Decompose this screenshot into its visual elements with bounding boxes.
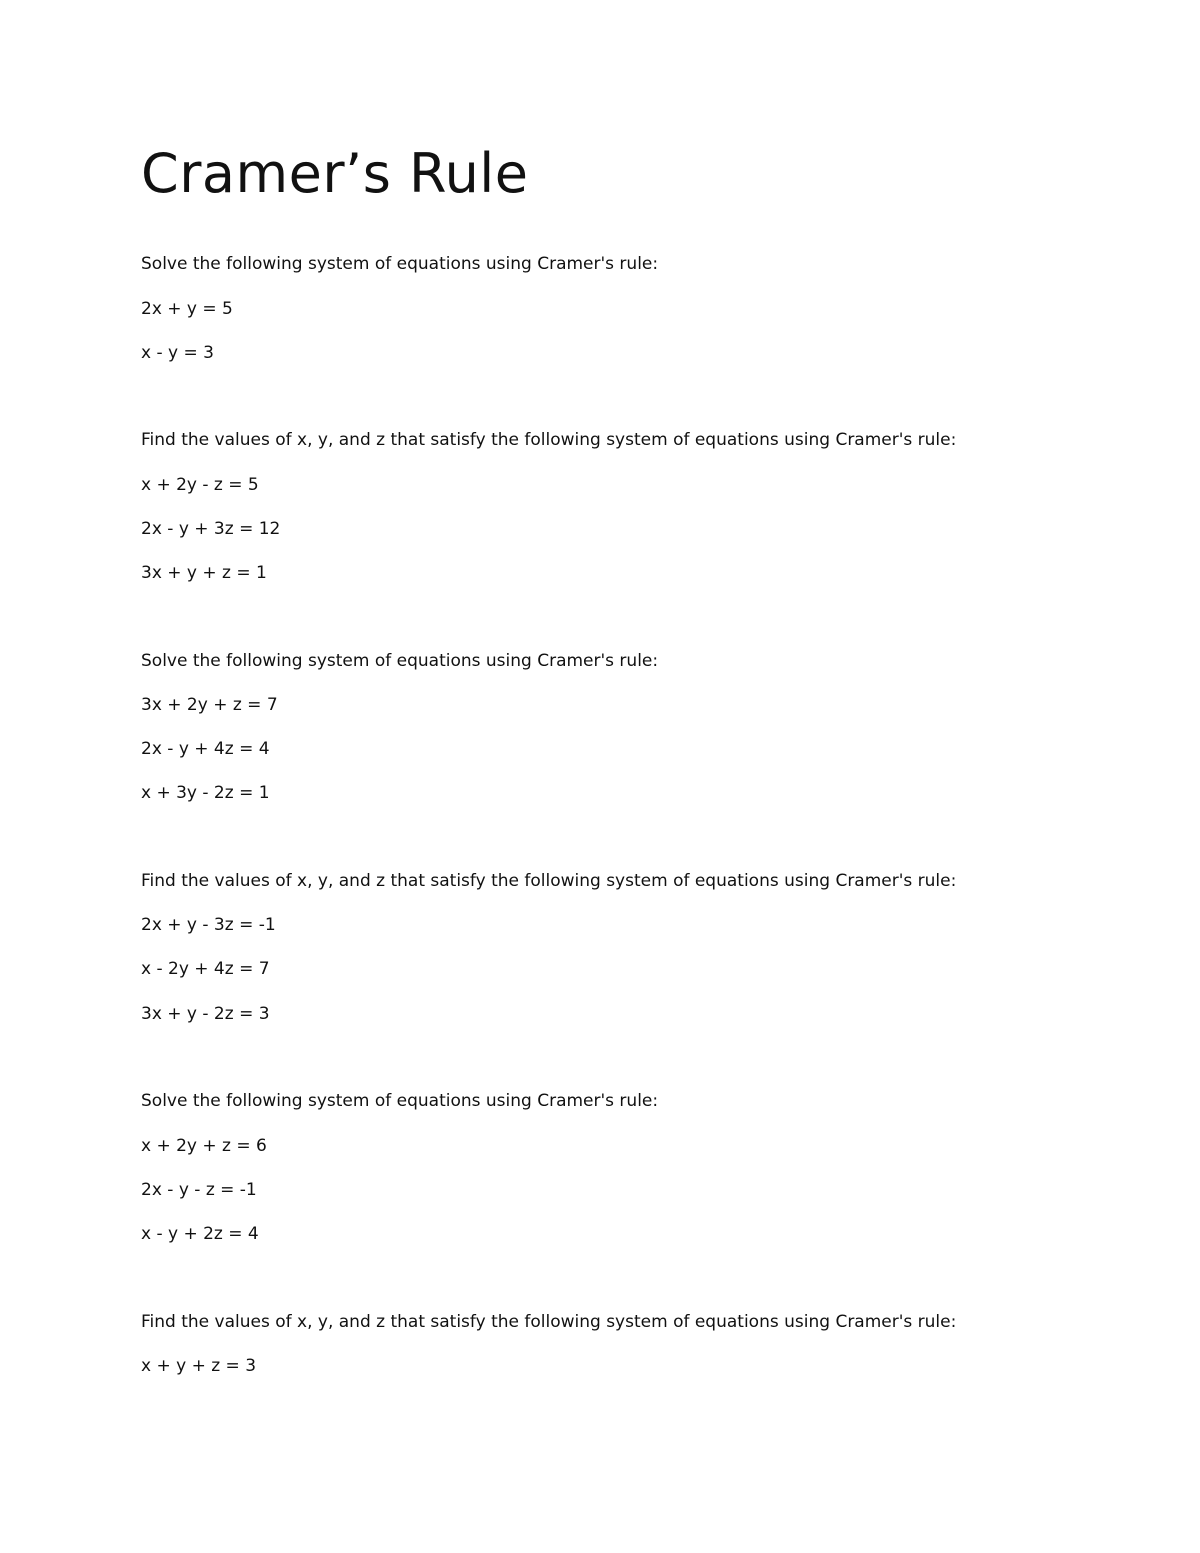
equation: x - y = 3: [141, 343, 214, 363]
problem-prompt: Solve the following system of equations using Cramer's rule:: [141, 651, 659, 671]
equation: 2x - y + 4z = 4: [141, 739, 270, 759]
equation: 2x - y + 3z = 12: [141, 519, 281, 539]
problem-prompt: Solve the following system of equations using Cramer's rule:: [141, 254, 659, 274]
equation: 3x + 2y + z = 7: [141, 695, 278, 715]
equation: 2x + y - 3z = -1: [141, 915, 276, 935]
equation: x - 2y + 4z = 7: [141, 959, 270, 979]
equation: 2x - y - z = -1: [141, 1180, 257, 1200]
problem-prompt: Find the values of x, y, and z that satisfy the following system of equations using Cramer's rule:: [141, 871, 957, 891]
equation: x + y + z = 3: [141, 1356, 257, 1376]
problem-prompt: Find the values of x, y, and z that satisfy the following system of equations using Cramer's rule:: [141, 1312, 957, 1332]
problem-prompt: Solve the following system of equations using Cramer's rule:: [141, 1091, 659, 1111]
equation: x + 3y - 2z = 1: [141, 783, 270, 803]
document-title: Cramer’s Rule: [141, 142, 529, 205]
equation: x + 2y - z = 5: [141, 475, 259, 495]
problem-prompt: Find the values of x, y, and z that satisfy the following system of equations using Cramer's rule:: [141, 430, 957, 450]
equation: 3x + y + z = 1: [141, 563, 267, 583]
equation: 2x + y = 5: [141, 299, 233, 319]
equation: x + 2y + z = 6: [141, 1136, 267, 1156]
equation: 3x + y - 2z = 3: [141, 1004, 270, 1024]
equation: x - y + 2z = 4: [141, 1224, 259, 1244]
